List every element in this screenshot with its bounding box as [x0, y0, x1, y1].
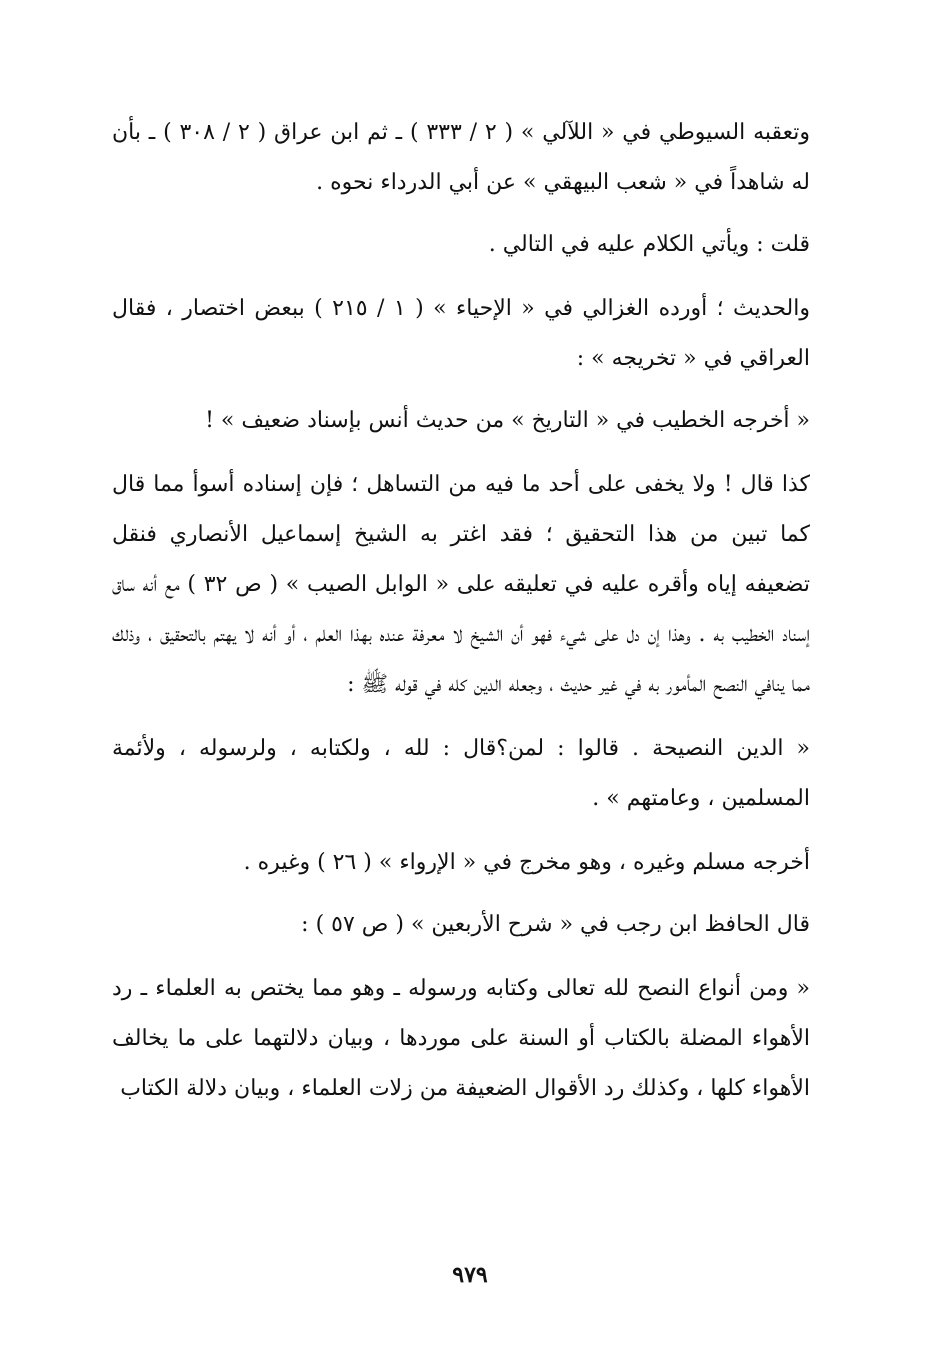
paragraph-suyuti-critique: وتعقبه السيوطي في « اللآلي » ( ٢ / ٣٣٣ ) ـ ثم ابن عراق ( ٢ / ٣٠٨ ) ـ بأن له شاهداً في « شعب البيهقي » عن أبي الدرداء نحوه .	[112, 120, 810, 195]
page-number: ٩٧٩	[452, 1262, 488, 1288]
body-text	[112, 108, 840, 1114]
paragraph-hadith-nasiha: « الدين النصيحة . قالوا : لمن؟قال : لله ، ولكتابه ، ولرسوله ، ولأئمة المسلمين ، وعامتهم » .	[112, 736, 810, 811]
paragraph-ibn-rajab: قال الحافظ ابن رجب في « شرح الأربعين » ( ص ٥٧ ) :	[301, 912, 810, 937]
paragraph-khatib-quote: « أخرجه الخطيب في « التاريخ » من حديث أنس بإسناد ضعيف » !	[205, 408, 810, 433]
paragraph-muslim-source: أخرجه مسلم وغيره ، وهو مخرج في « الإرواء » ( ٢٦ ) وغيره .	[243, 850, 810, 875]
paragraph-ghazali: والحديث ؛ أورده الغزالي في « الإحياء » ( ١ / ٢١٥ ) ببعض اختصار ، فقال العراقي في « تخريجه » :	[112, 296, 810, 371]
paragraph-commentary: كذا قال ! ولا يخفى على أحد ما فيه من التساهل ؛ فإن إسناده أسوأ مما قال كما تبين من هذا التحقيق ؛ فقد اغتر به الشيخ إسماعيل الأنصاري فنقل تضعيفه إياه وأقره عليه في تعليقه على « الوابل الصيب » ( ص ٣٢ ) مع أنه ساق إسناد الخطيب به . وهذا إن دل على شيء فهو أن الشيخ لا معرفة عنده بهذا العلم ، أو أنه لا يهتم بالتحقيق ، وذلك مما ينافي النصح المأمور به في غير حديث ، وجعله الدين كله في قوله ﷺ :	[112, 472, 811, 697]
paragraph-ibn-rajab-quote: « ومن أنواع النصح لله تعالى وكتابه ورسوله ـ وهو مما يختص به العلماء ـ رد الأهواء المضلة بالكتاب أو السنة على موردها ، وبيان دلالتهما على ما يخالف الأهواء كلها ، وكذلك رد الأقوال الضعيفة من زلات العلماء ، وبيان دلالة الكتاب	[112, 976, 810, 1101]
paragraph-qultu: قلت : ويأتي الكلام عليه في التالي .	[488, 232, 810, 257]
